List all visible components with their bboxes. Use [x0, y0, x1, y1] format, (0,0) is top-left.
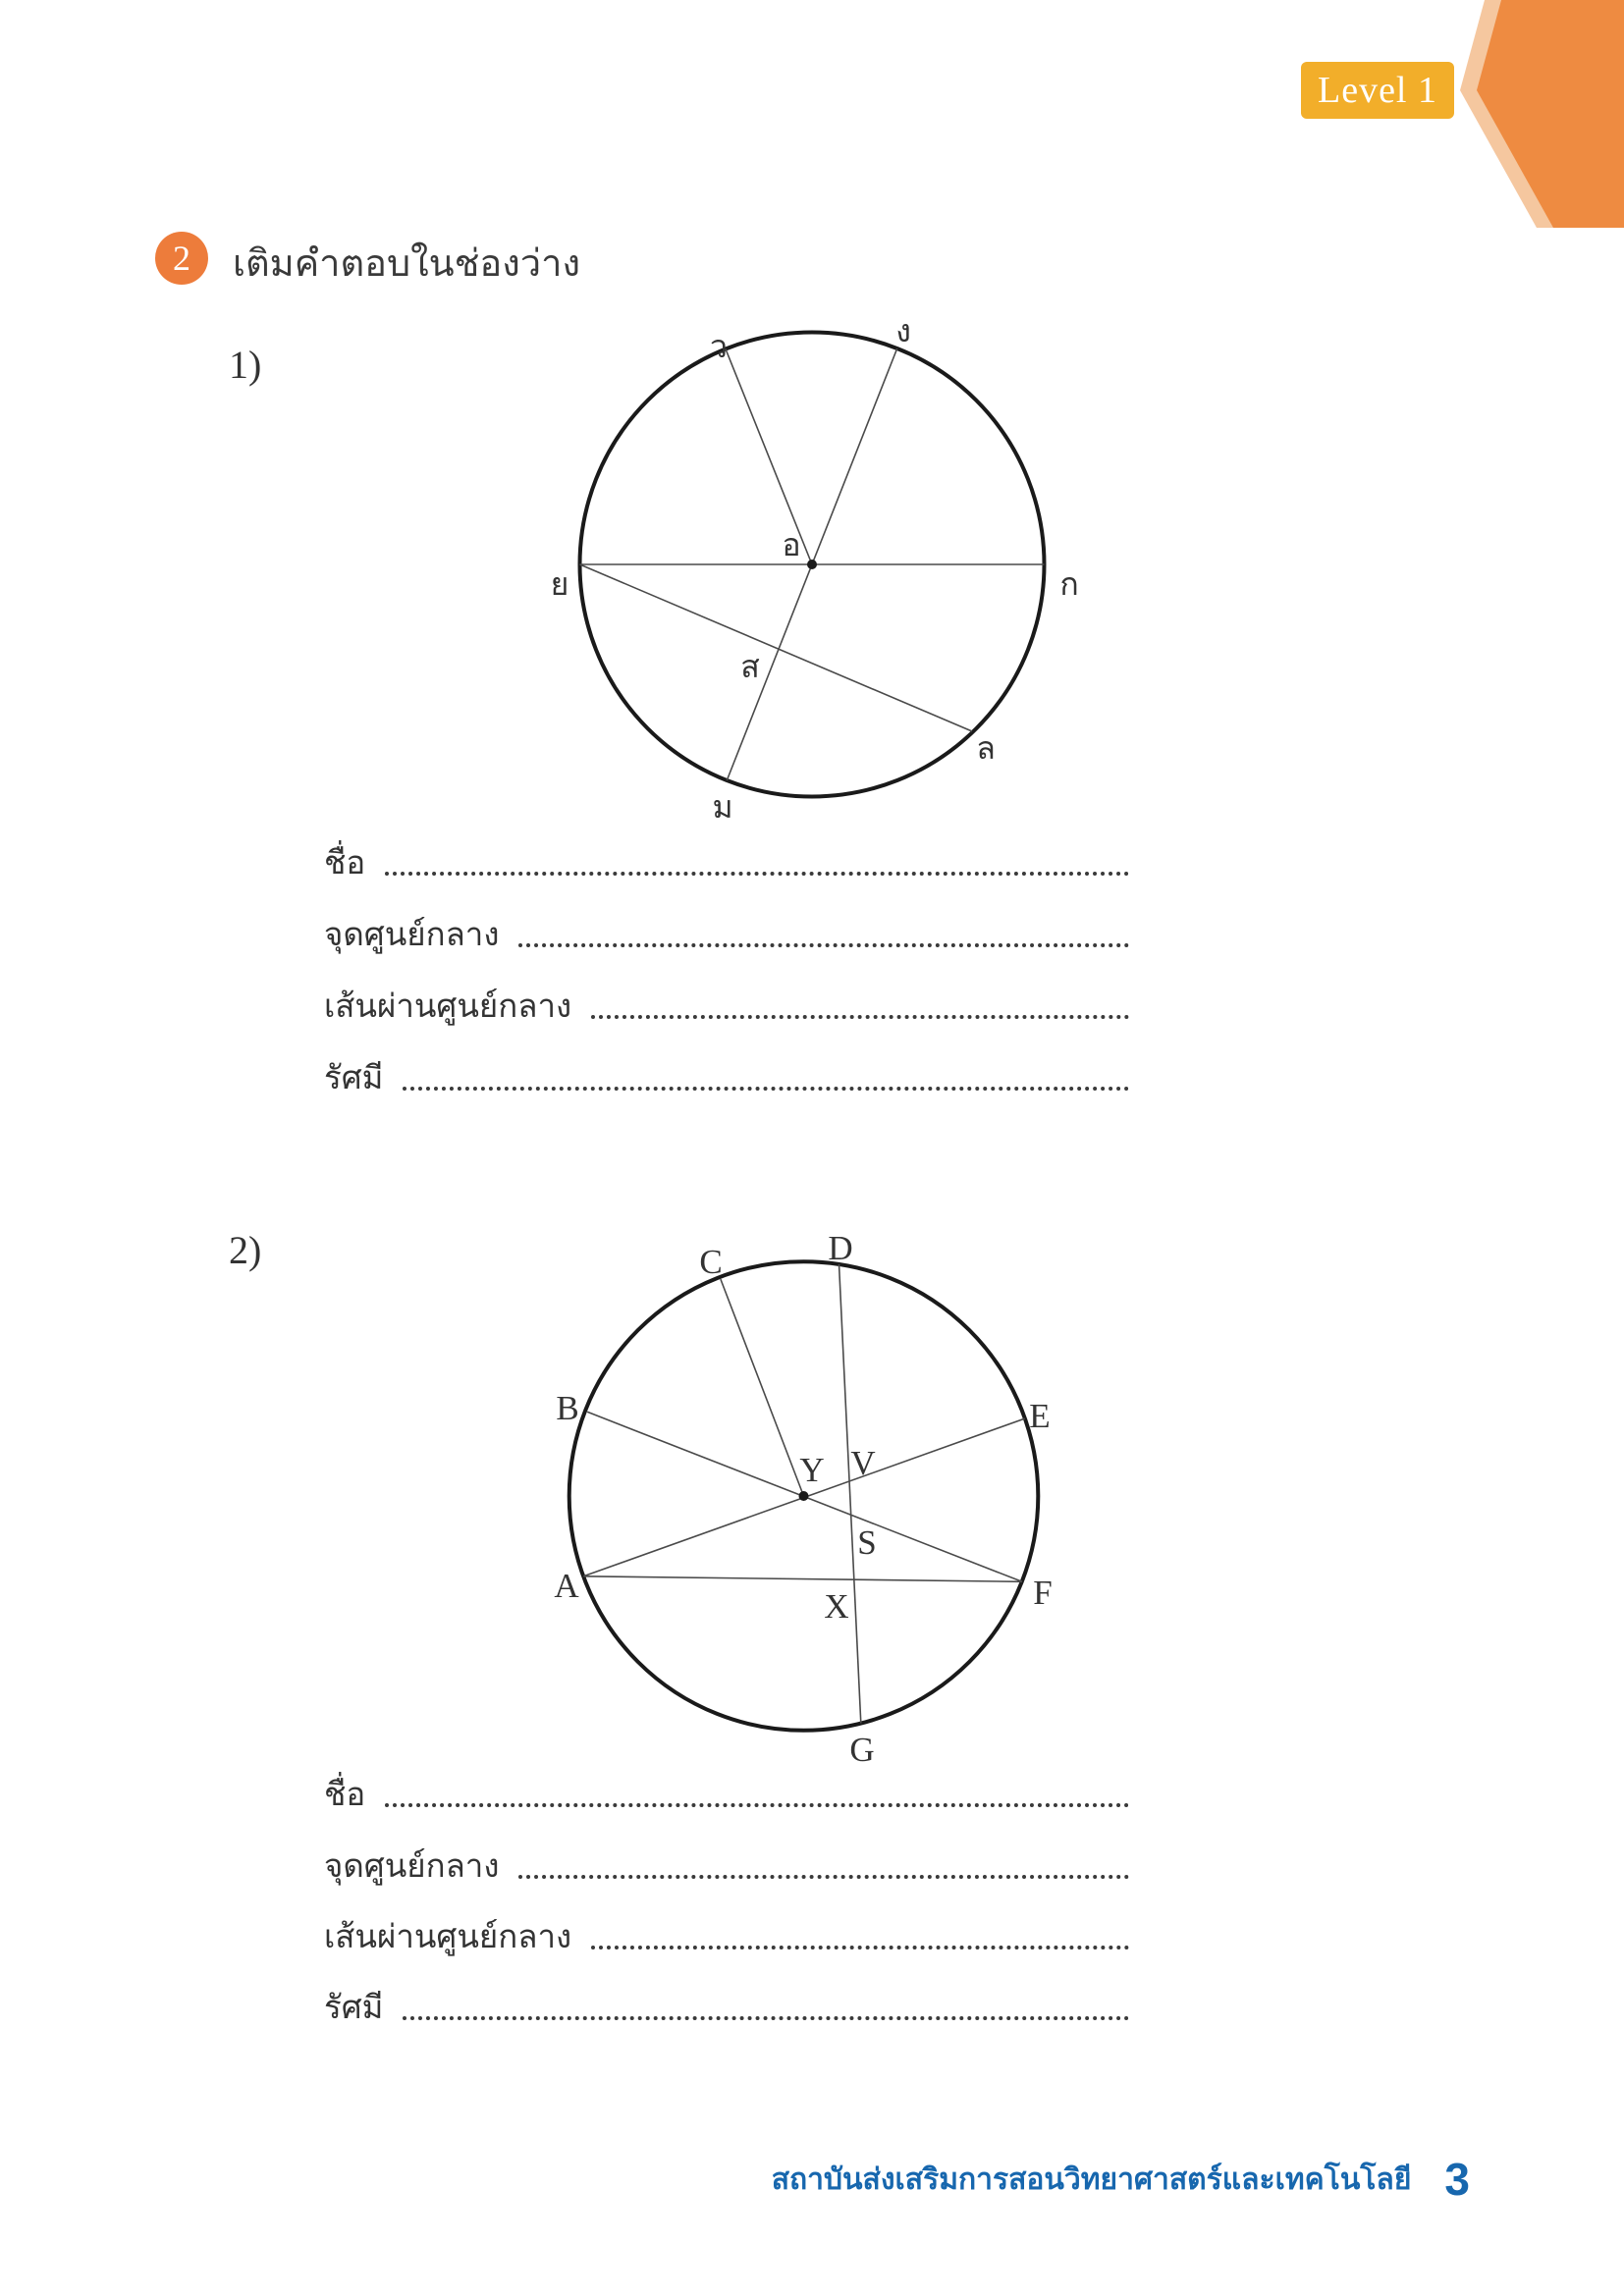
footer-institute-name: สถาบันส่งเสริมการสอนวิทยาศาสตร์และเทคโนโลยี: [771, 2163, 1412, 2196]
footer-page-number: 3: [1444, 2154, 1470, 2205]
section-instruction: [233, 236, 580, 289]
answer-blank-diameter-2: [591, 1946, 1129, 1949]
circle-2-point-G: G: [849, 1731, 875, 1769]
answer-row-name-2: [324, 1769, 1129, 1816]
circle-1-point-kor: ก: [1059, 566, 1079, 602]
answer-row-radius-2: [324, 1982, 1129, 2029]
circle-1-point-lor: ล: [976, 730, 996, 766]
circle-1-chord-yor-lor: [580, 564, 973, 731]
answer-blank-diameter-1: [591, 1015, 1129, 1019]
circle-1-point-ngor: ง: [895, 313, 911, 348]
answer-row-diameter-2: [324, 1911, 1129, 1958]
circle-2-point-B: B: [556, 1389, 579, 1427]
answer-blank-center-2: [518, 1875, 1129, 1879]
corner-decoration: [1424, 0, 1624, 231]
circle-1-center-dot: [807, 560, 817, 569]
circle-1-center-label: อ: [782, 527, 801, 562]
section-number: 2: [173, 239, 190, 278]
circle-2-chord-A-F: [583, 1576, 1022, 1582]
circle-2-point-A: A: [554, 1567, 579, 1605]
instruction-text: เติมคำตอบในช่องว่าง: [233, 242, 581, 285]
circle-1-point-yor: ย: [550, 566, 569, 602]
circle-diagram-2: [520, 1227, 1129, 1796]
answer-label-radius: รัศมี: [324, 1989, 384, 2025]
circle-2-point-F: F: [1033, 1574, 1053, 1612]
page-footer: [771, 2154, 1470, 2205]
answer-blank-center-1: [518, 943, 1129, 947]
answer-row-diameter-1: [324, 981, 1129, 1028]
answer-row-radius-1: [324, 1052, 1129, 1099]
answer-label-radius: รัศมี: [324, 1059, 384, 1095]
circle-2-chord-D-G: [839, 1264, 861, 1724]
answer-label-name: ชื่อ: [324, 1776, 366, 1812]
item-1-label: 1): [229, 343, 262, 387]
circle-1-point-sor: ส: [740, 649, 760, 684]
circle-2-point-C: C: [699, 1243, 723, 1281]
circle-1-point-mor: ม: [712, 789, 733, 825]
circle-2-radius-C-Y: [721, 1279, 804, 1496]
circle-2-point-E: E: [1029, 1397, 1051, 1435]
level-badge-label: Level 1: [1317, 70, 1437, 111]
circle-1-point-wor: ว: [710, 329, 728, 364]
item-2-label: 2): [229, 1228, 262, 1272]
circle-2-point-D: D: [828, 1229, 853, 1267]
circle-2-point-V: V: [850, 1444, 876, 1482]
section-number-badge: [155, 232, 208, 285]
circle-2-center-dot: [799, 1491, 809, 1501]
answer-label-diameter: เส้นผ่านศูนย์กลาง: [324, 988, 572, 1024]
answer-row-name-1: [324, 837, 1129, 884]
answer-row-center-2: [324, 1841, 1129, 1888]
answer-label-diameter: เส้นผ่านศูนย์กลาง: [324, 1918, 572, 1954]
answer-blank-name-1: [385, 872, 1129, 876]
circle-2-point-X: X: [824, 1587, 849, 1626]
answer-label-center: จุดศูนย์กลาง: [324, 1847, 500, 1884]
circle-2-point-S: S: [857, 1523, 877, 1562]
answer-blank-radius-2: [403, 2016, 1129, 2020]
level-badge: [1301, 62, 1454, 119]
answer-blank-name-2: [385, 1803, 1129, 1807]
answer-row-center-1: [324, 909, 1129, 956]
answer-label-center: จุดศูนย์กลาง: [324, 916, 500, 952]
circle-2-center-label: Y: [799, 1451, 825, 1489]
answer-label-name: ชื่อ: [324, 844, 366, 881]
circle-diagram-1: [511, 294, 1100, 844]
answer-blank-radius-1: [403, 1087, 1129, 1091]
corner-arrow-dark-shape: [1477, 0, 1624, 228]
